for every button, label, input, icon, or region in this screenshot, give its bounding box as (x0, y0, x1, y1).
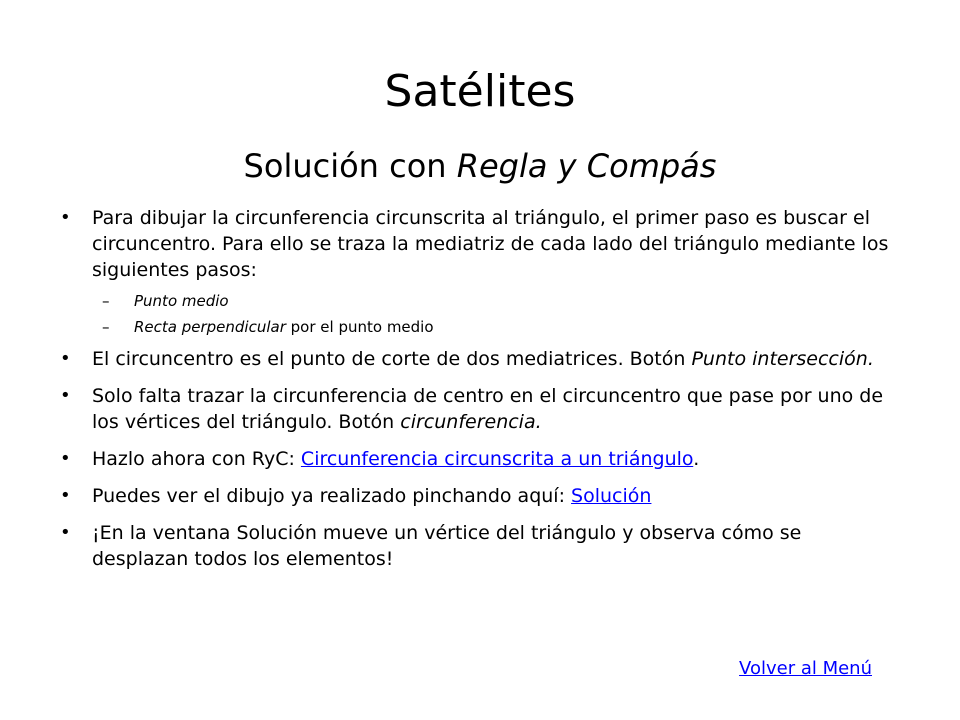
bullet-item (60, 346, 890, 372)
bullet-text: El circuncentro es el punto de corte de dos mediatrices. Botón (92, 348, 692, 370)
bullet-text: Para dibujar la circunferencia circunscrita al triángulo, el primer paso es buscar el circuncentro. Para ello se traza la mediatriz de cada lado del triángulo mediante los siguientes pasos: (92, 207, 889, 281)
bullet-item (60, 520, 890, 572)
solution-link[interactable]: Solución (571, 485, 652, 507)
dash-icon: – (102, 292, 110, 310)
sub-bullet-text: Punto medio (134, 292, 229, 310)
bullet-text: Hazlo ahora con RyC: (92, 448, 301, 470)
bullet-dot-icon: • (60, 522, 71, 543)
bullet-italic: circunferencia. (400, 411, 542, 433)
sub-bullet-item (60, 290, 890, 312)
subtitle-prefix: Solución con (243, 147, 457, 185)
back-to-menu-link[interactable]: Volver al Menú (739, 658, 872, 679)
bullet-dot-icon: • (60, 385, 71, 406)
bullet-list (60, 205, 890, 583)
dash-icon: – (102, 318, 110, 336)
bullet-text: ¡En la ventana Solución mueve un vértice del triángulo y observa cómo se desplazan todos los elementos! (92, 522, 802, 570)
bullet-italic: Punto intersección. (691, 348, 874, 370)
bullet-dot-icon: • (60, 207, 71, 228)
slide-title: Satélites (384, 66, 576, 117)
bullet-text: Puedes ver el dibujo ya realizado pinchando aquí: (92, 485, 572, 507)
bullet-end: . (693, 448, 700, 470)
sub-bullet-text: por el punto medio (285, 318, 434, 336)
bullet-dot-icon: • (60, 448, 71, 469)
bullet-item (60, 383, 890, 435)
bullet-item (60, 483, 890, 509)
bullet-item (60, 205, 890, 283)
sub-bullet-italic: Recta perpendicular (134, 318, 286, 336)
bullet-text: Solo falta trazar la circunferencia de centro en el circuncentro que pase por uno de los vértices del triángulo. Botón (92, 385, 884, 433)
bullet-dot-icon: • (60, 348, 71, 369)
bullet-dot-icon: • (60, 485, 71, 506)
circumcircle-link[interactable]: Circunferencia circunscrita a un triángulo (300, 448, 694, 470)
subtitle-italic: Regla y Compás (456, 147, 717, 185)
sub-bullet-item (60, 316, 890, 338)
slide-subtitle (0, 143, 960, 189)
bullet-item (60, 446, 890, 472)
